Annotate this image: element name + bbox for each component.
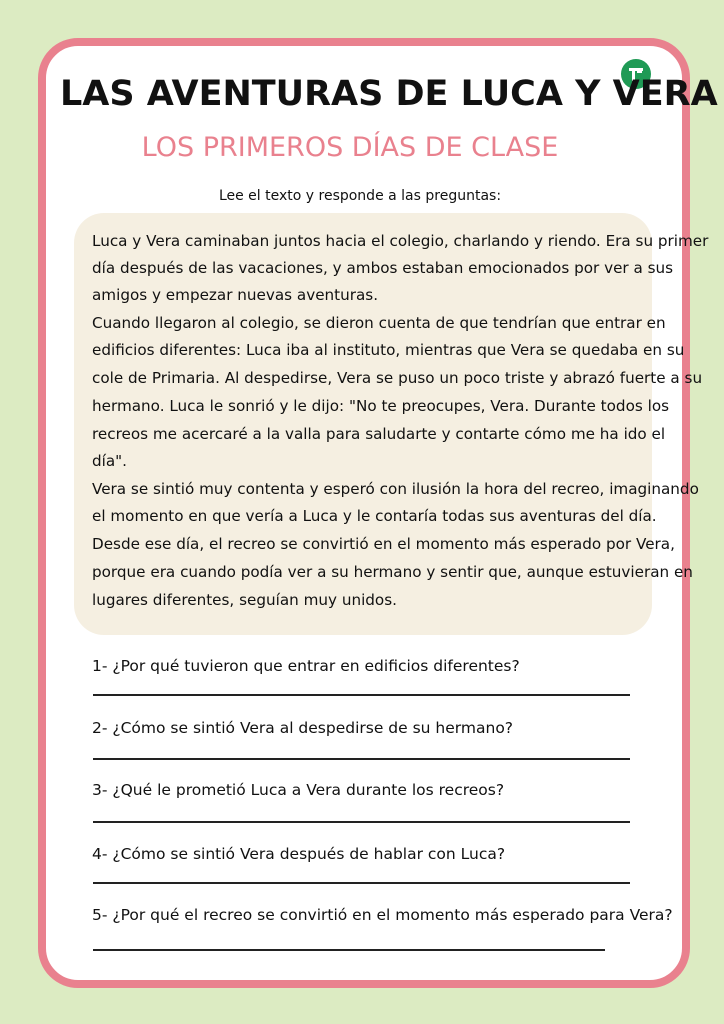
story-line: cole de Primaria. Al despedirse, Vera se puso un poco triste y abrazó fuerte a su [92, 369, 703, 387]
answer-line-4[interactable] [93, 882, 630, 884]
story-line: Cuando llegaron al colegio, se dieron cuenta de que tendrían que entrar en [92, 314, 666, 332]
question-5: 5- ¿Por qué el recreo se convirtió en el momento más esperado para Vera? [92, 906, 673, 924]
answer-line-3[interactable] [93, 821, 630, 823]
story-line: recreos me acercaré a la valla para saludarte y contarte cómo me ha ido el [92, 425, 666, 443]
answer-line-5[interactable] [93, 949, 605, 951]
question-1: 1- ¿Por qué tuvieron que entrar en edificios diferentes? [92, 657, 520, 675]
worksheet-subtitle: LOS PRIMEROS DÍAS DE CLASE [141, 132, 559, 163]
story-line: lugares diferentes, seguían muy unidos. [92, 591, 397, 609]
story-line: el momento en que vería a Luca y le contaría todas sus aventuras del día. [92, 507, 657, 525]
story-line: porque era cuando podía ver a su hermano y sentir que, aunque estuvieran en [92, 563, 693, 581]
answer-line-1[interactable] [93, 694, 630, 696]
instructions-text: Lee el texto y responde a las preguntas: [218, 188, 502, 204]
story-line: edificios diferentes: Luca iba al instituto, mientras que Vera se quedaba en su [92, 341, 685, 359]
worksheet-title: LAS AVENTURAS DE LUCA Y VERA [60, 74, 718, 114]
question-2: 2- ¿Cómo se sintió Vera al despedirse de su hermano? [92, 719, 514, 737]
question-3: 3- ¿Qué le prometió Luca a Vera durante los recreos? [92, 781, 505, 799]
story-line: Desde ese día, el recreo se convirtió en el momento más esperado por Vera, [92, 535, 675, 553]
answer-line-2[interactable] [93, 758, 630, 760]
story-line: día después de las vacaciones, y ambos estaban emocionados por ver a sus [92, 259, 674, 277]
story-line: Vera se sintió muy contenta y esperó con ilusión la hora del recreo, imaginando [92, 480, 699, 498]
question-4: 4- ¿Cómo se sintió Vera después de hablar con Luca? [92, 845, 506, 863]
story-line: Luca y Vera caminaban juntos hacia el colegio, charlando y riendo. Era su primer [92, 232, 709, 250]
story-line: hermano. Luca le sonrió y le dijo: "No te preocupes, Vera. Durante todos los [92, 397, 670, 415]
story-line: amigos y empezar nuevas aventuras. [92, 286, 379, 304]
story-line: día". [92, 452, 127, 470]
